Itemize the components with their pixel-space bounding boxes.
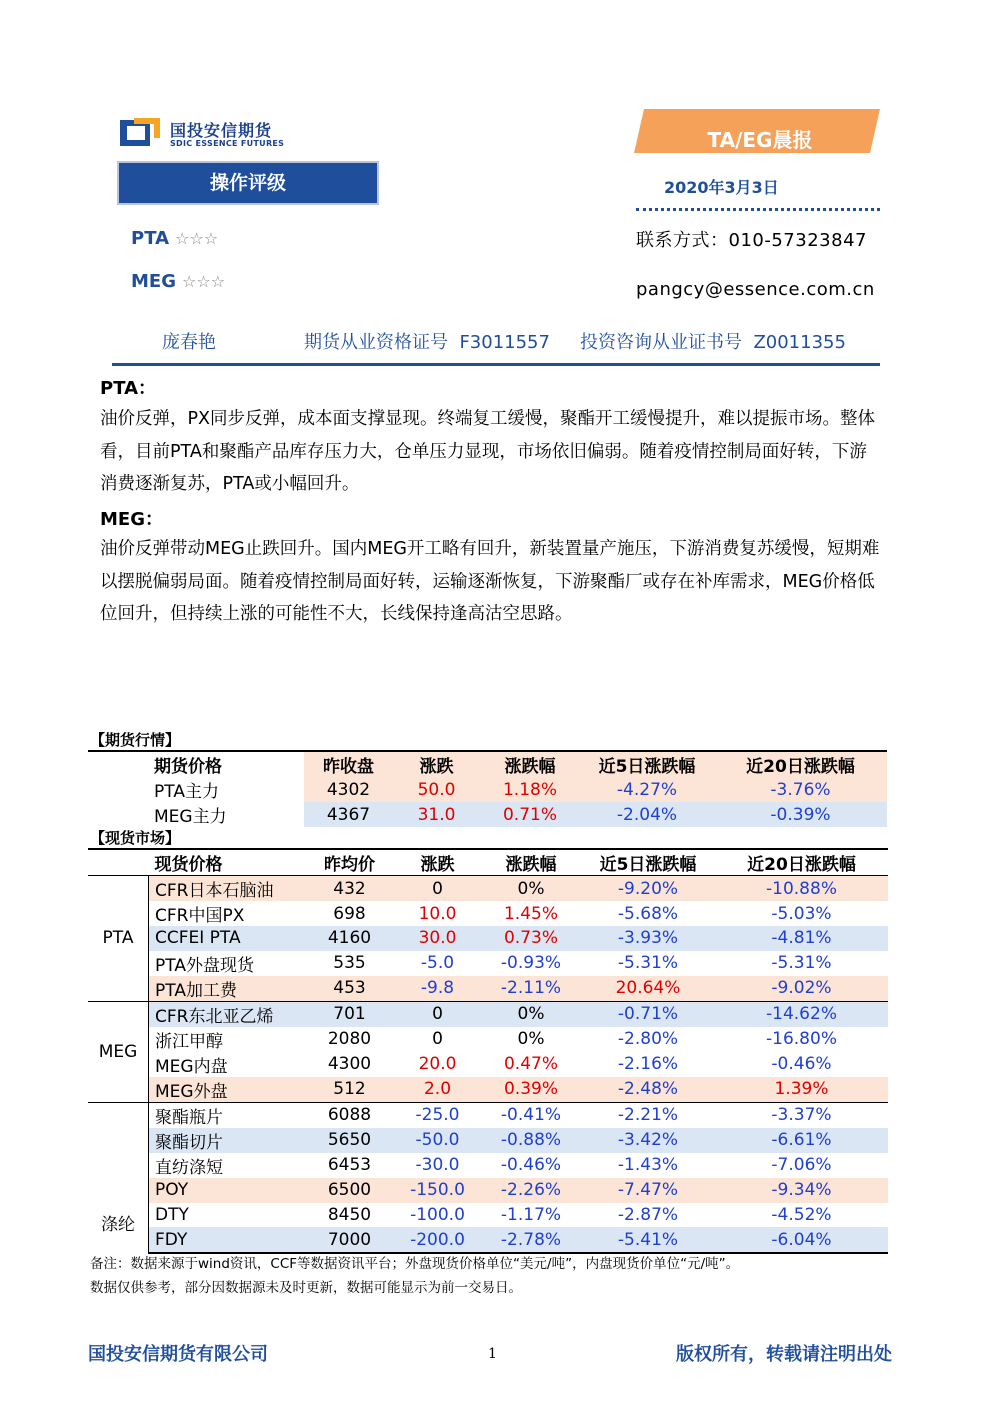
table-cell: -0.46%	[500, 1155, 562, 1176]
table-header-row	[88, 751, 887, 777]
section-text-pta: 油价反弹，PX同步反弹，成本面支撑显现。终端复工缓慢，聚酯开工缓慢提升，难以提振市场。整体看，目前PTA和聚酯产品库存压力大，仓单压力显现，市场依旧偏弱。随着疫情控制局面好转，下游消费逐渐复苏，PTA或小幅回升。	[100, 409, 876, 494]
table-cell: -5.03%	[771, 903, 832, 924]
divider	[636, 208, 880, 211]
table-cell: 1.18%	[480, 777, 580, 802]
table-cell: PTA加工费	[149, 976, 306, 1002]
table-cell: -150.0	[394, 1178, 481, 1203]
table-cell: -2.04%	[580, 802, 714, 827]
table-cell: -2.11%	[481, 976, 581, 1002]
table-cell: -2.78%	[481, 1227, 581, 1253]
table-cell: 10.0	[418, 903, 457, 924]
table-cell: 聚酯切片	[149, 1128, 306, 1153]
table-cell: -1.43%	[617, 1155, 679, 1176]
table-cell: 1.45%	[503, 903, 558, 924]
table-cell: 0	[432, 1029, 443, 1050]
table-cell: MEG外盘	[149, 1077, 306, 1103]
table-cell: -4.81%	[715, 926, 888, 951]
table-cell: CCFEI PTA	[149, 926, 306, 951]
table-row	[88, 926, 888, 951]
table-cell: 0%	[481, 876, 581, 902]
rating-title: 操作评级	[117, 161, 379, 205]
table-cell: -100.0	[410, 1204, 465, 1225]
company-logo-icon	[120, 116, 160, 148]
table-cell: -0.39%	[714, 802, 887, 827]
table-cell: CFR日本石脑油	[149, 876, 306, 902]
table-cell: -0.93%	[500, 953, 562, 974]
table-cell: POY	[149, 1178, 306, 1203]
table-cell: 0.73%	[481, 926, 581, 951]
table-cell: -9.02%	[715, 976, 888, 1002]
table-cell: CFR东北亚乙烯	[149, 1001, 306, 1027]
table-cell: -50.0	[394, 1128, 481, 1153]
table-cell: -6.61%	[715, 1128, 888, 1153]
table-cell: -2.87%	[617, 1204, 679, 1225]
footnote: 备注：数据来源于wind资讯，CCF等数据资讯平台；外盘现货价格单位“美元/吨”，内盘现货价单位“元/吨”。	[90, 1256, 740, 1272]
table-cell: CFR中国PX	[155, 906, 245, 926]
table-header-row	[88, 849, 888, 876]
table-cell: 8450	[327, 1204, 372, 1225]
table-cell: MEG内盘	[155, 1056, 228, 1077]
table-cell: -25.0	[394, 1102, 481, 1128]
table-cell: 4302	[304, 777, 393, 802]
advisory-license: 投资咨询从业证书号 Z0011355	[580, 332, 846, 353]
column-header: 昨均价	[305, 849, 394, 876]
column-header: 近5日涨跌幅	[581, 849, 715, 876]
table-cell: -5.31%	[617, 953, 679, 974]
table-cell: -0.71%	[581, 1001, 715, 1027]
report-date: 2020年3月3日	[664, 178, 779, 197]
table-row	[88, 1077, 888, 1103]
section-text-meg: 油价反弹带动MEG止跌回升。国内MEG开工略有回升，新装置量产施压，下游消费复苏缓慢，短期难以摆脱偏弱局面。随着疫情控制局面好转，运输逐渐恢复，下游聚酯厂或存在补库需求，MEG价格低位回升，但持续上涨的可能性不大，长线保持逢高沽空思路。	[100, 539, 880, 624]
analyst-name: 庞春艳	[162, 332, 216, 353]
table-cell: -1.17%	[500, 1204, 562, 1225]
column-header: 期货价格	[148, 751, 304, 777]
group-label: MEG	[88, 1001, 149, 1102]
table-cell: -3.37%	[715, 1102, 888, 1128]
table-cell: 4367	[304, 802, 393, 827]
group-label: PTA	[88, 876, 149, 1002]
table-cell: 30.0	[394, 926, 481, 951]
table-cell: -2.80%	[617, 1029, 679, 1050]
table-cell: 4300	[327, 1054, 372, 1075]
table-row	[88, 777, 887, 802]
table-cell: -7.06%	[771, 1155, 832, 1176]
table-cell: 2.0	[394, 1077, 481, 1103]
table-row	[88, 1128, 888, 1153]
star-rating-icon: ☆☆☆	[181, 272, 226, 291]
table-cell: 0.47%	[503, 1054, 558, 1075]
table-cell: PTA主力	[154, 782, 219, 802]
table-cell: 2080	[327, 1029, 372, 1050]
table-cell: DTY	[155, 1204, 189, 1225]
table-cell: 0	[394, 1001, 481, 1027]
column-header: 近5日涨跌幅	[580, 751, 714, 777]
table-cell: FDY	[149, 1227, 306, 1253]
table-cell: 1.39%	[715, 1077, 888, 1103]
table-cell: 20.64%	[581, 976, 715, 1002]
table-row	[88, 976, 888, 1002]
table-row	[88, 1027, 888, 1052]
table-cell: -0.41%	[481, 1102, 581, 1128]
table-row	[88, 1227, 888, 1253]
table-row	[88, 1102, 888, 1128]
table-row	[88, 1178, 888, 1203]
table-cell: -0.88%	[481, 1128, 581, 1153]
table-cell: -5.0	[420, 953, 455, 974]
table-row	[88, 1203, 888, 1228]
page-number: 1	[488, 1346, 497, 1362]
table-cell: 6500	[305, 1178, 394, 1203]
futures-table	[88, 750, 887, 827]
column-header: 涨跌幅	[481, 849, 581, 876]
futures-table-label: 【期货行情】	[90, 731, 181, 749]
table-cell: -9.8	[394, 976, 481, 1002]
futures-license: 期货从业资格证号 F3011557	[304, 332, 550, 353]
section-title-pta: PTA：	[100, 378, 157, 399]
column-header: 涨跌	[393, 751, 480, 777]
table-cell: 6088	[305, 1102, 394, 1128]
divider	[112, 363, 880, 366]
table-row	[88, 951, 888, 976]
contact-email: pangcy@essence.com.cn	[636, 279, 875, 300]
table-cell: -9.20%	[581, 876, 715, 902]
table-row	[88, 1001, 888, 1027]
table-cell: 0.71%	[480, 802, 580, 827]
column-header: 近20日涨跌幅	[715, 849, 888, 876]
table-cell: -4.27%	[580, 777, 714, 802]
table-cell: 701	[305, 1001, 394, 1027]
table-cell: -3.76%	[714, 777, 887, 802]
table-row	[88, 802, 887, 827]
table-row	[88, 1052, 888, 1077]
table-cell: 31.0	[393, 802, 480, 827]
table-cell: 0.39%	[481, 1077, 581, 1103]
company-name-cn: 国投安信期货	[170, 121, 273, 140]
table-cell: 50.0	[393, 777, 480, 802]
table-cell: -5.41%	[581, 1227, 715, 1253]
rating-meg	[131, 271, 225, 292]
column-header: 近20日涨跌幅	[714, 751, 887, 777]
table-cell: -3.93%	[581, 926, 715, 951]
table-cell: -14.62%	[715, 1001, 888, 1027]
company-name-en: SDIC ESSENCE FUTURES	[170, 139, 285, 148]
footer-company: 国投安信期货有限公司	[88, 1344, 268, 1365]
section-title-meg: MEG：	[100, 509, 163, 530]
table-cell: 聚酯瓶片	[149, 1102, 306, 1128]
table-cell: -30.0	[415, 1155, 460, 1176]
table-cell: -5.31%	[771, 953, 832, 974]
table-cell: -0.46%	[771, 1054, 832, 1075]
table-cell: 5650	[305, 1128, 394, 1153]
table-cell: -5.68%	[617, 903, 679, 924]
table-cell: -2.16%	[617, 1054, 679, 1075]
table-cell: 0	[394, 876, 481, 902]
table-cell: -9.34%	[715, 1178, 888, 1203]
column-header: 昨收盘	[304, 751, 393, 777]
column-header: 涨跌	[394, 849, 481, 876]
table-cell: -4.52%	[771, 1204, 832, 1225]
table-cell: -2.48%	[581, 1077, 715, 1103]
group-label: 涤纶	[88, 1102, 149, 1253]
table-cell: 6453	[327, 1155, 372, 1176]
rating-product: MEG	[131, 271, 176, 292]
table-cell: 4160	[305, 926, 394, 951]
table-cell: -200.0	[394, 1227, 481, 1253]
table-cell: 直纺涤短	[155, 1157, 223, 1178]
column-header: 现货价格	[149, 849, 306, 876]
table-cell: 浙江甲醇	[155, 1031, 223, 1052]
footer-copyright: 版权所有，转载请注明出处	[676, 1344, 892, 1365]
column-header: 涨跌幅	[480, 751, 580, 777]
table-cell: -10.88%	[715, 876, 888, 902]
table-cell: PTA外盘现货	[155, 955, 254, 976]
table-row	[88, 876, 888, 902]
table-cell: 0%	[517, 1029, 545, 1050]
table-cell: -2.26%	[481, 1178, 581, 1203]
table-row	[88, 901, 888, 926]
table-cell: -2.21%	[581, 1102, 715, 1128]
contact-phone: 联系方式：010-57323847	[636, 230, 867, 251]
table-cell: 432	[305, 876, 394, 902]
table-cell: 7000	[305, 1227, 394, 1253]
table-cell: 535	[333, 953, 366, 974]
rating-product: PTA	[131, 228, 170, 249]
spot-table	[88, 848, 888, 1254]
table-cell: 453	[305, 976, 394, 1002]
table-cell: MEG主力	[154, 807, 227, 827]
table-cell: 20.0	[418, 1054, 457, 1075]
table-cell: 512	[305, 1077, 394, 1103]
table-cell: -6.04%	[715, 1227, 888, 1253]
table-cell: 0%	[481, 1001, 581, 1027]
table-cell: 698	[333, 903, 366, 924]
table-cell: -16.80%	[766, 1029, 837, 1050]
table-cell: -7.47%	[581, 1178, 715, 1203]
spot-table-label: 【现货市场】	[90, 829, 181, 847]
report-title: TA/EG晨报	[707, 128, 813, 152]
footnote: 数据仅供参考，部分因数据源未及时更新，数据可能显示为前一交易日。	[90, 1280, 522, 1296]
table-row	[88, 1153, 888, 1178]
rating-pta	[131, 228, 218, 249]
table-cell: -3.42%	[581, 1128, 715, 1153]
star-rating-icon: ☆☆☆	[175, 229, 219, 248]
